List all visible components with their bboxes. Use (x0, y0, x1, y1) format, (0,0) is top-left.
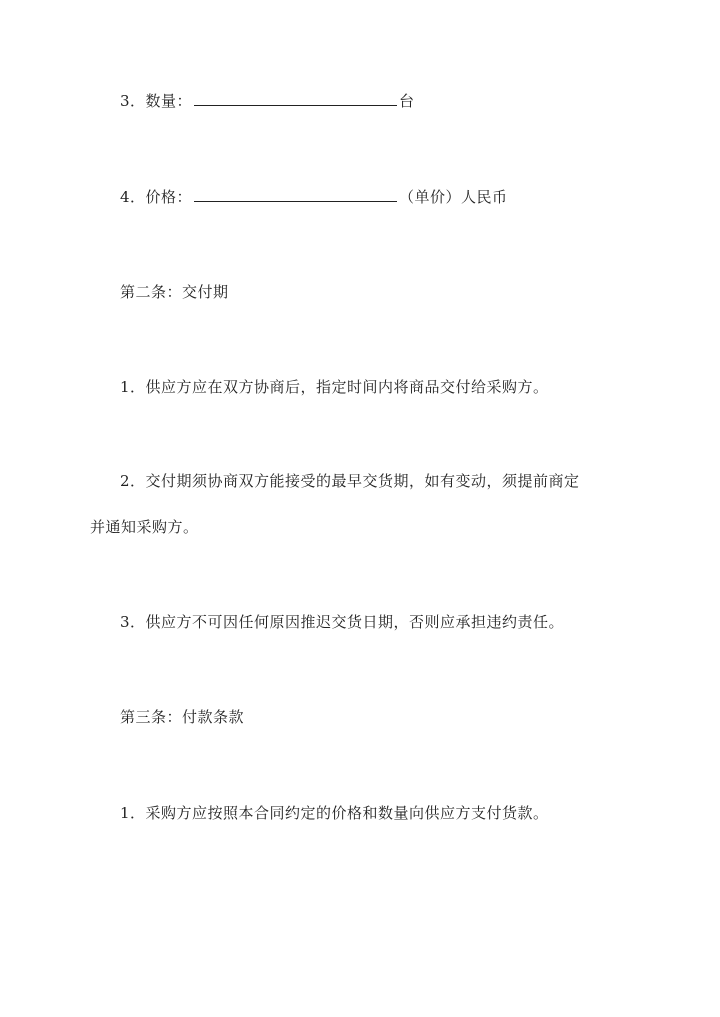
section-2-heading: 第二条：交付期 (120, 283, 229, 301)
price-blank (194, 185, 397, 202)
section-3-heading: 第三条：付款条款 (120, 708, 245, 726)
section-2-paragraph-3: 3．供应方不可因任何原因推迟交货日期，否则应承担违约责任。 (120, 613, 565, 631)
price-unit: （单价）人民币 (399, 188, 508, 206)
quantity-line (120, 89, 415, 111)
section-2-paragraph-2-line-1: 2．交付期须协商双方能接受的最早交货期，如有变动，须提前商定 (120, 472, 580, 490)
quantity-unit: 台 (399, 92, 415, 110)
quantity-label: 3．数量： (120, 92, 193, 110)
section-2-paragraph-1: 1．供应方应在双方协商后，指定时间内将商品交付给采购方。 (120, 378, 549, 396)
price-label: 4．价格： (120, 188, 193, 206)
section-3-paragraph-1: 1．采购方应按照本合同约定的价格和数量向供应方支付货款。 (120, 804, 549, 822)
section-2-paragraph-2-line-2: 并通知采购方。 (90, 518, 199, 536)
quantity-blank (194, 89, 397, 106)
price-line (120, 185, 508, 207)
